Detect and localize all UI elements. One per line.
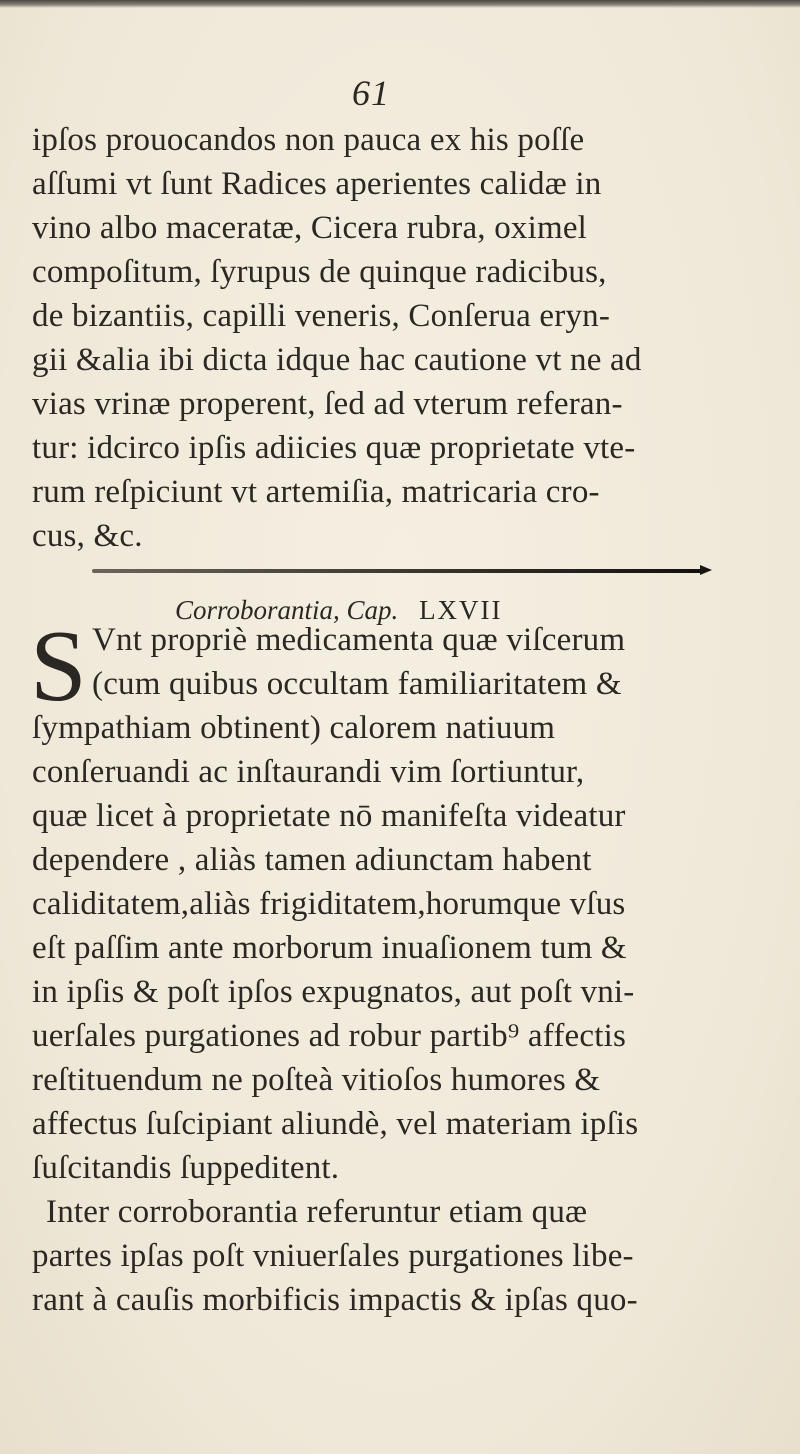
text-line: de bizantiis, capilli veneris, Conſerua eryn- [32, 298, 611, 334]
text-line: reſtituendum ne poſteà vitioſos humores & [32, 1062, 601, 1098]
drop-cap-letter: S [30, 610, 87, 723]
text-line: ſympathiam obtinent) calorem natiuum [32, 710, 556, 746]
text-line: affectus ſuſcipiant aliundè, vel materiam ipſis [32, 1106, 639, 1142]
text-line: Inter corroborantia referuntur etiam quæ [46, 1194, 588, 1230]
paragraph-2 [32, 706, 772, 1322]
paragraph-1 [32, 118, 772, 558]
text-line: eſt paſſim ante morborum inuaſionem tum & [32, 930, 627, 966]
text-line: aſſumi vt ſunt Radices aperientes calidæ in [32, 166, 602, 202]
text-line: uerſales purgationes ad robur partib⁹ affectis [32, 1018, 627, 1054]
text-line: caliditatem,aliàs frigiditatem,horumque vſus [32, 886, 626, 922]
page-number: 61 [352, 73, 390, 113]
text-line: quæ licet à proprietate nō manifeſta videatur [32, 798, 626, 834]
section-number: LXVII [419, 595, 503, 625]
text-line: rant à cauſis morbificis impactis & ipſas quo- [32, 1282, 638, 1318]
text-line: partes ipſas poſt vniuerſales purgationes libe- [32, 1238, 634, 1274]
section-cap-label: Cap. [346, 595, 399, 625]
section-title: Corroborantia, [175, 595, 340, 625]
text-line: Vnt propriè medicamenta quæ viſcerum [92, 622, 626, 658]
section-divider-end [700, 565, 712, 575]
text-line: rum reſpiciunt vt artemiſia, matricaria cro- [32, 474, 600, 510]
text-line: conſeruandi ac inſtaurandi vim ſortiuntur, [32, 754, 585, 790]
text-line: compoſitum, ſyrupus de quinque radicibus, [32, 254, 607, 290]
page-top-edge [0, 0, 800, 8]
paragraph-2-lead [92, 618, 782, 706]
text-line: (cum quibus occultam familiaritatem & [92, 666, 622, 702]
text-line: cus, &c. [32, 518, 143, 554]
text-line: tur: idcirco ipſis adiicies quæ proprietate vte- [32, 430, 636, 466]
text-line: ipſos prouocandos non pauca ex his poſſe [32, 122, 585, 158]
text-line: dependere , aliàs tamen adiunctam habent [32, 842, 592, 878]
text-line: in ipſis & poſt ipſos expugnatos, aut poſt vni- [32, 974, 635, 1010]
text-line: vino albo maceratæ, Cicera rubra, oximel [32, 210, 588, 246]
text-line: vias vrinæ properent, ſed ad vterum referan- [32, 386, 623, 422]
section-divider [92, 569, 702, 573]
text-line: ſuſcitandis ſuppeditent. [32, 1150, 340, 1186]
text-line: gii &alia ibi dicta idque hac cautione vt ne ad [32, 342, 642, 378]
